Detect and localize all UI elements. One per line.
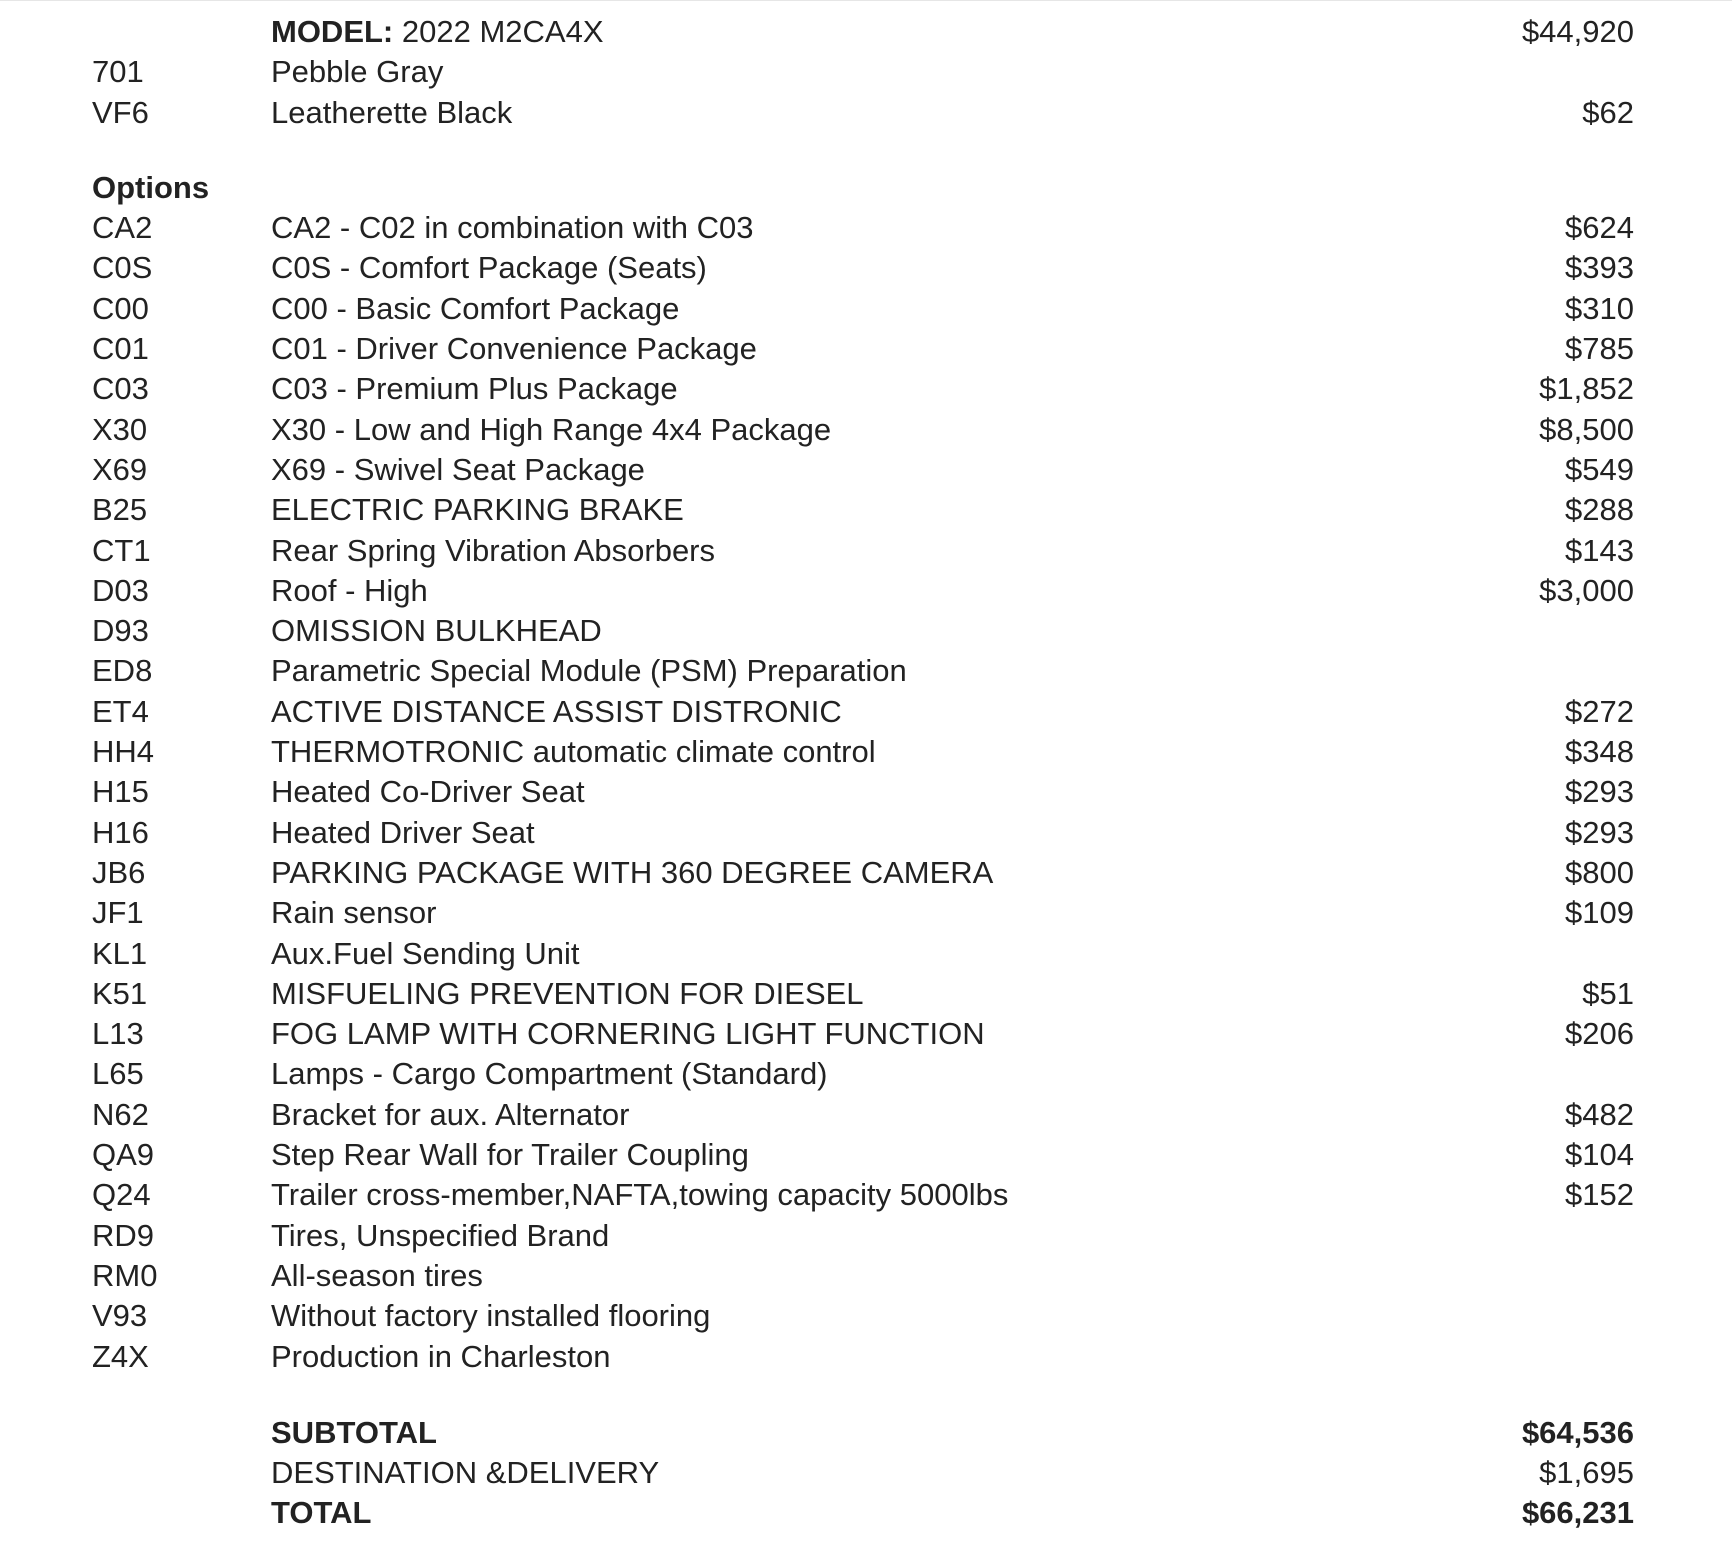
model-price: $44,920 [1521, 14, 1634, 49]
line-item-row [0, 571, 1732, 611]
item-code: CT1 [92, 532, 151, 568]
item-description: Bracket for aux. Alternator [271, 1096, 630, 1132]
destination-row [0, 1453, 1732, 1493]
item-price: $310 [1565, 290, 1634, 326]
item-code: B25 [92, 492, 148, 528]
options-heading-row [0, 168, 1732, 208]
item-description: THERMOTRONIC automatic climate control [271, 734, 876, 770]
total-value: $66,231 [1521, 1495, 1634, 1531]
line-item-row [0, 410, 1732, 450]
item-code: K51 [92, 975, 148, 1011]
line-item-row [0, 369, 1732, 409]
item-price: $293 [1565, 814, 1634, 850]
item-description: ELECTRIC PARKING BRAKE [271, 492, 684, 528]
spacer [0, 133, 1732, 168]
item-code: VF6 [92, 94, 149, 130]
item-price: $549 [1565, 451, 1634, 487]
item-description: X30 - Low and High Range 4x4 Package [271, 411, 832, 447]
line-item-row [0, 531, 1732, 571]
item-price: $3,000 [1539, 572, 1634, 608]
item-code: QA9 [92, 1137, 155, 1173]
item-code: CA2 [92, 210, 153, 246]
item-description: OMISSION BULKHEAD [271, 613, 602, 649]
item-description: Tires, Unspecified Brand [271, 1217, 610, 1253]
line-item-row [0, 692, 1732, 732]
item-code: JB6 [92, 854, 146, 890]
item-description: Parametric Special Module (PSM) Preparation [271, 653, 907, 689]
item-price: $8,500 [1539, 411, 1634, 447]
item-description: FOG LAMP WITH CORNERING LIGHT FUNCTION [271, 1016, 985, 1052]
item-price: $51 [1582, 975, 1634, 1011]
item-price: $293 [1565, 774, 1634, 810]
item-description: X69 - Swivel Seat Package [271, 451, 645, 487]
line-item-row [0, 1175, 1732, 1215]
total-label: TOTAL [271, 1495, 372, 1531]
item-price: $109 [1565, 895, 1634, 931]
item-description: Leatherette Black [271, 94, 513, 130]
item-description: Heated Co-Driver Seat [271, 774, 585, 810]
item-description: Roof - High [271, 572, 428, 608]
line-item-row [0, 853, 1732, 893]
line-item-row [0, 1256, 1732, 1296]
item-description: Without factory installed flooring [271, 1298, 711, 1334]
item-code: X30 [92, 411, 148, 447]
item-code: C03 [92, 371, 149, 407]
item-price: $152 [1565, 1177, 1634, 1213]
item-description: Pebble Gray [271, 54, 444, 90]
item-code: ED8 [92, 653, 153, 689]
item-description: C01 - Driver Convenience Package [271, 331, 757, 367]
item-price: $348 [1565, 734, 1634, 770]
line-item-row [0, 93, 1732, 133]
line-item-row [0, 772, 1732, 812]
line-item-row [0, 611, 1732, 651]
item-code: JF1 [92, 895, 144, 931]
item-description: C0S - Comfort Package (Seats) [271, 250, 707, 286]
item-price: $800 [1565, 854, 1634, 890]
item-code: H16 [92, 814, 149, 850]
destination-label: DESTINATION &DELIVERY [271, 1455, 660, 1491]
item-description: ACTIVE DISTANCE ASSIST DISTRONIC [271, 693, 842, 729]
item-description: Trailer cross-member,NAFTA,towing capacity 5000lbs [271, 1177, 1009, 1213]
item-price: $393 [1565, 250, 1634, 286]
line-item-row [0, 1135, 1732, 1175]
line-item-row [0, 934, 1732, 974]
model-value: 2022 M2CA4X [401, 14, 604, 49]
item-code: ET4 [92, 693, 149, 729]
line-item-row [0, 893, 1732, 933]
line-item-row [0, 1216, 1732, 1256]
line-item-row [0, 1337, 1732, 1377]
line-item-row [0, 52, 1732, 92]
line-item-row [0, 1095, 1732, 1135]
item-description: Rear Spring Vibration Absorbers [271, 532, 716, 568]
item-price: $624 [1565, 210, 1634, 246]
line-item-row [0, 248, 1732, 288]
line-item-row [0, 289, 1732, 329]
model-row [0, 12, 1732, 52]
item-price: $272 [1565, 693, 1634, 729]
item-description: Heated Driver Seat [271, 814, 535, 850]
item-code: C00 [92, 290, 149, 326]
options-list [0, 208, 1732, 1377]
line-item-row [0, 974, 1732, 1014]
line-item-row [0, 490, 1732, 530]
item-price: $482 [1565, 1096, 1634, 1132]
item-code: L13 [92, 1016, 144, 1052]
item-code: Z4X [92, 1338, 149, 1374]
line-item-row [0, 813, 1732, 853]
item-description: Rain sensor [271, 895, 437, 931]
item-description: All-season tires [271, 1257, 483, 1293]
price-sheet [0, 12, 1732, 1534]
item-code: Q24 [92, 1177, 151, 1213]
spacer [0, 1377, 1732, 1413]
item-description: PARKING PACKAGE WITH 360 DEGREE CAMERA [271, 854, 994, 890]
item-code: RD9 [92, 1217, 155, 1253]
line-item-row [0, 1014, 1732, 1054]
line-item-row [0, 450, 1732, 490]
line-item-row [0, 1054, 1732, 1094]
item-code: RM0 [92, 1257, 158, 1293]
item-description: Production in Charleston [271, 1338, 611, 1374]
model-label: MODEL: [271, 14, 394, 49]
item-code: C0S [92, 250, 153, 286]
item-price: $1,852 [1539, 371, 1634, 407]
item-description: C00 - Basic Comfort Package [271, 290, 680, 326]
model-description [271, 12, 604, 52]
item-code: D03 [92, 572, 149, 608]
subtotal-label: SUBTOTAL [271, 1414, 437, 1450]
item-description: Step Rear Wall for Trailer Coupling [271, 1137, 749, 1173]
item-code: HH4 [92, 734, 155, 770]
item-price: $288 [1565, 492, 1634, 528]
item-code: X69 [92, 451, 148, 487]
item-price: $143 [1565, 532, 1634, 568]
item-code: KL1 [92, 935, 148, 971]
line-item-row [0, 208, 1732, 248]
item-price: $206 [1565, 1016, 1634, 1052]
subtotal-row [0, 1413, 1732, 1453]
item-code: L65 [92, 1056, 144, 1092]
item-description: Aux.Fuel Sending Unit [271, 935, 580, 971]
item-description: CA2 - C02 in combination with C03 [271, 210, 754, 246]
item-code: C01 [92, 331, 149, 367]
subtotal-value: $64,536 [1521, 1414, 1634, 1450]
options-heading: Options [92, 169, 210, 205]
item-code: V93 [92, 1298, 148, 1334]
item-description: Lamps - Cargo Compartment (Standard) [271, 1056, 828, 1092]
total-row [0, 1493, 1732, 1533]
line-item-row [0, 732, 1732, 772]
item-price: $62 [1582, 94, 1634, 130]
line-item-row [0, 329, 1732, 369]
item-price: $104 [1565, 1137, 1634, 1173]
line-item-row [0, 651, 1732, 691]
line-item-row [0, 1296, 1732, 1336]
item-code: 701 [92, 54, 144, 90]
item-code: H15 [92, 774, 149, 810]
base-items-list [0, 52, 1732, 133]
item-description: MISFUELING PREVENTION FOR DIESEL [271, 975, 864, 1011]
item-code: N62 [92, 1096, 149, 1132]
item-price: $785 [1565, 331, 1634, 367]
top-border [0, 0, 1732, 1]
destination-value: $1,695 [1539, 1455, 1634, 1491]
item-code: D93 [92, 613, 149, 649]
item-description: C03 - Premium Plus Package [271, 371, 678, 407]
